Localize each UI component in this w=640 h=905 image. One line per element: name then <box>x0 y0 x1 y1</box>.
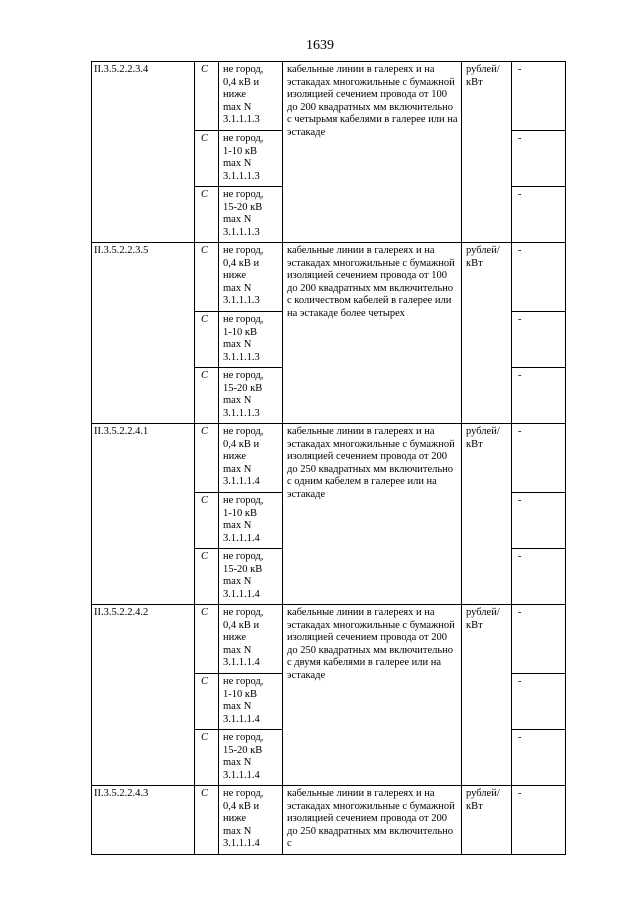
condition-line: 0,4 кВ и <box>223 76 260 88</box>
condition-line: ниже <box>223 270 247 281</box>
category-letter-cell: С <box>195 243 219 312</box>
condition-cell <box>219 312 283 368</box>
value-cell: - <box>512 786 566 855</box>
condition-line: max N <box>223 282 252 294</box>
condition-line: не город, <box>223 788 264 799</box>
value-cell: - <box>512 368 566 424</box>
condition-line: 3.1.1.1.4 <box>223 532 260 544</box>
item-code-cell: II.3.5.2.2.3.5 <box>92 243 195 424</box>
condition-line: ниже <box>223 632 247 643</box>
unit-cell: рублей/ кВт <box>462 243 512 424</box>
condition-cell <box>219 187 283 243</box>
condition-line: не город, <box>223 189 264 200</box>
category-letter-cell: С <box>195 368 219 424</box>
condition-line: 3.1.1.1.4 <box>223 838 260 849</box>
condition-line: 3.1.1.1.3 <box>223 351 260 363</box>
description-cell: кабельные линии в галереях и на эстакадах многожильные с бумажной изоляцией сечением провода от 200 до 250 квадратных мм включительно с двумя кабелями в галерее или на эстакаде <box>283 605 462 786</box>
page-number: 1639 <box>306 38 334 53</box>
condition-cell <box>219 493 283 549</box>
condition-line: не город, <box>223 64 264 75</box>
item-code-cell: II.3.5.2.2.4.1 <box>92 424 195 605</box>
table-row <box>92 243 566 312</box>
condition-line: 1-10 кВ <box>223 145 257 157</box>
category-letter-cell: С <box>195 674 219 730</box>
description-cell: кабельные линии в галереях и на эстакадах многожильные с бумажной изоляцией сечением провода от 100 до 200 квадратных мм включительно с количеством кабелей в галерее или на эстакаде более четырех <box>283 243 462 424</box>
condition-cell <box>219 674 283 730</box>
condition-line: не город, <box>223 732 264 743</box>
condition-line: 15-20 кВ <box>223 201 263 213</box>
condition-line: не город, <box>223 551 264 562</box>
value-cell: - <box>512 674 566 730</box>
unit-cell: рублей/ кВт <box>462 786 512 855</box>
condition-line: 3.1.1.1.3 <box>223 114 260 125</box>
condition-line: 3.1.1.1.3 <box>223 295 260 306</box>
condition-line: 3.1.1.1.3 <box>223 226 260 238</box>
condition-cell <box>219 730 283 786</box>
category-letter-cell: С <box>195 62 219 131</box>
condition-line: max N <box>223 644 252 656</box>
value-cell: - <box>512 187 566 243</box>
unit-cell: рублей/ кВт <box>462 62 512 243</box>
condition-line: 3.1.1.1.3 <box>223 407 260 419</box>
condition-line: не город, <box>223 676 264 687</box>
unit-cell: рублей/ кВт <box>462 424 512 605</box>
condition-cell <box>219 605 283 674</box>
unit-cell: рублей/ кВт <box>462 605 512 786</box>
condition-line: max N <box>223 339 252 350</box>
condition-cell <box>219 243 283 312</box>
condition-line: 15-20 кВ <box>223 382 263 394</box>
condition-line: 15-20 кВ <box>223 563 263 575</box>
value-cell: - <box>512 62 566 131</box>
condition-line: не город, <box>223 495 264 506</box>
condition-line: ниже <box>223 813 247 824</box>
category-letter-cell: С <box>195 312 219 368</box>
tariff-table <box>91 61 566 855</box>
condition-line: max N <box>223 158 252 169</box>
condition-line: 0,4 кВ и <box>223 257 260 269</box>
value-cell: - <box>512 312 566 368</box>
value-cell: - <box>512 605 566 674</box>
condition-line: max N <box>223 101 252 113</box>
condition-line: ниже <box>223 451 247 462</box>
condition-line: 3.1.1.1.4 <box>223 476 260 487</box>
condition-line: max N <box>223 576 252 587</box>
description-cell: кабельные линии в галереях и на эстакадах многожильные с бумажной изоляцией сечением провода от 200 до 250 квадратных мм включительно с <box>283 786 462 855</box>
value-cell: - <box>512 549 566 605</box>
condition-cell <box>219 368 283 424</box>
category-letter-cell: С <box>195 424 219 493</box>
condition-line: 1-10 кВ <box>223 507 257 519</box>
item-code-cell: II.3.5.2.2.4.2 <box>92 605 195 786</box>
condition-cell <box>219 549 283 605</box>
condition-line: 3.1.1.1.3 <box>223 170 260 182</box>
value-cell: - <box>512 243 566 312</box>
condition-cell <box>219 424 283 493</box>
condition-line: ниже <box>223 89 247 100</box>
condition-line: 3.1.1.1.4 <box>223 657 260 668</box>
condition-cell <box>219 131 283 187</box>
condition-line: 3.1.1.1.4 <box>223 588 260 600</box>
description-cell: кабельные линии в галереях и на эстакадах многожильные с бумажной изоляцией сечением провода от 200 до 250 квадратных мм включительно с одним кабелем в галерее или на эстакаде <box>283 424 462 605</box>
table-row <box>92 424 566 493</box>
condition-line: 3.1.1.1.4 <box>223 713 260 725</box>
condition-cell <box>219 786 283 855</box>
condition-line: не город, <box>223 607 264 618</box>
condition-line: max N <box>223 825 252 837</box>
tariff-table-body <box>92 62 566 855</box>
table-row <box>92 605 566 674</box>
condition-line: 3.1.1.1.4 <box>223 769 260 781</box>
category-letter-cell: С <box>195 131 219 187</box>
value-cell: - <box>512 424 566 493</box>
condition-line: 0,4 кВ и <box>223 800 260 812</box>
condition-line: не город, <box>223 245 264 256</box>
category-letter-cell: С <box>195 605 219 674</box>
condition-line: не город, <box>223 314 264 325</box>
table-row <box>92 786 566 855</box>
value-cell: - <box>512 493 566 549</box>
value-cell: - <box>512 730 566 786</box>
condition-line: 1-10 кВ <box>223 688 257 700</box>
condition-line: 0,4 кВ и <box>223 619 260 631</box>
category-letter-cell: С <box>195 493 219 549</box>
condition-line: 1-10 кВ <box>223 326 257 338</box>
condition-line: max N <box>223 520 252 531</box>
condition-line: max N <box>223 701 252 712</box>
description-cell: кабельные линии в галереях и на эстакадах многожильные с бумажной изоляцией сечением провода от 100 до 200 квадратных мм включительно с четырьмя кабелями в галерее или на эстакаде <box>283 62 462 243</box>
category-letter-cell: С <box>195 786 219 855</box>
condition-line: не город, <box>223 133 264 144</box>
item-code-cell: II.3.5.2.2.3.4 <box>92 62 195 243</box>
item-code-cell: II.3.5.2.2.4.3 <box>92 786 195 855</box>
category-letter-cell: С <box>195 549 219 605</box>
condition-line: не город, <box>223 370 264 381</box>
table-row <box>92 62 566 131</box>
category-letter-cell: С <box>195 187 219 243</box>
condition-line: max N <box>223 463 252 475</box>
value-cell: - <box>512 131 566 187</box>
condition-line: 15-20 кВ <box>223 744 263 756</box>
condition-line: max N <box>223 214 252 225</box>
condition-cell <box>219 62 283 131</box>
condition-line: max N <box>223 757 252 768</box>
condition-line: не город, <box>223 426 264 437</box>
condition-line: 0,4 кВ и <box>223 438 260 450</box>
condition-line: max N <box>223 395 252 406</box>
category-letter-cell: С <box>195 730 219 786</box>
